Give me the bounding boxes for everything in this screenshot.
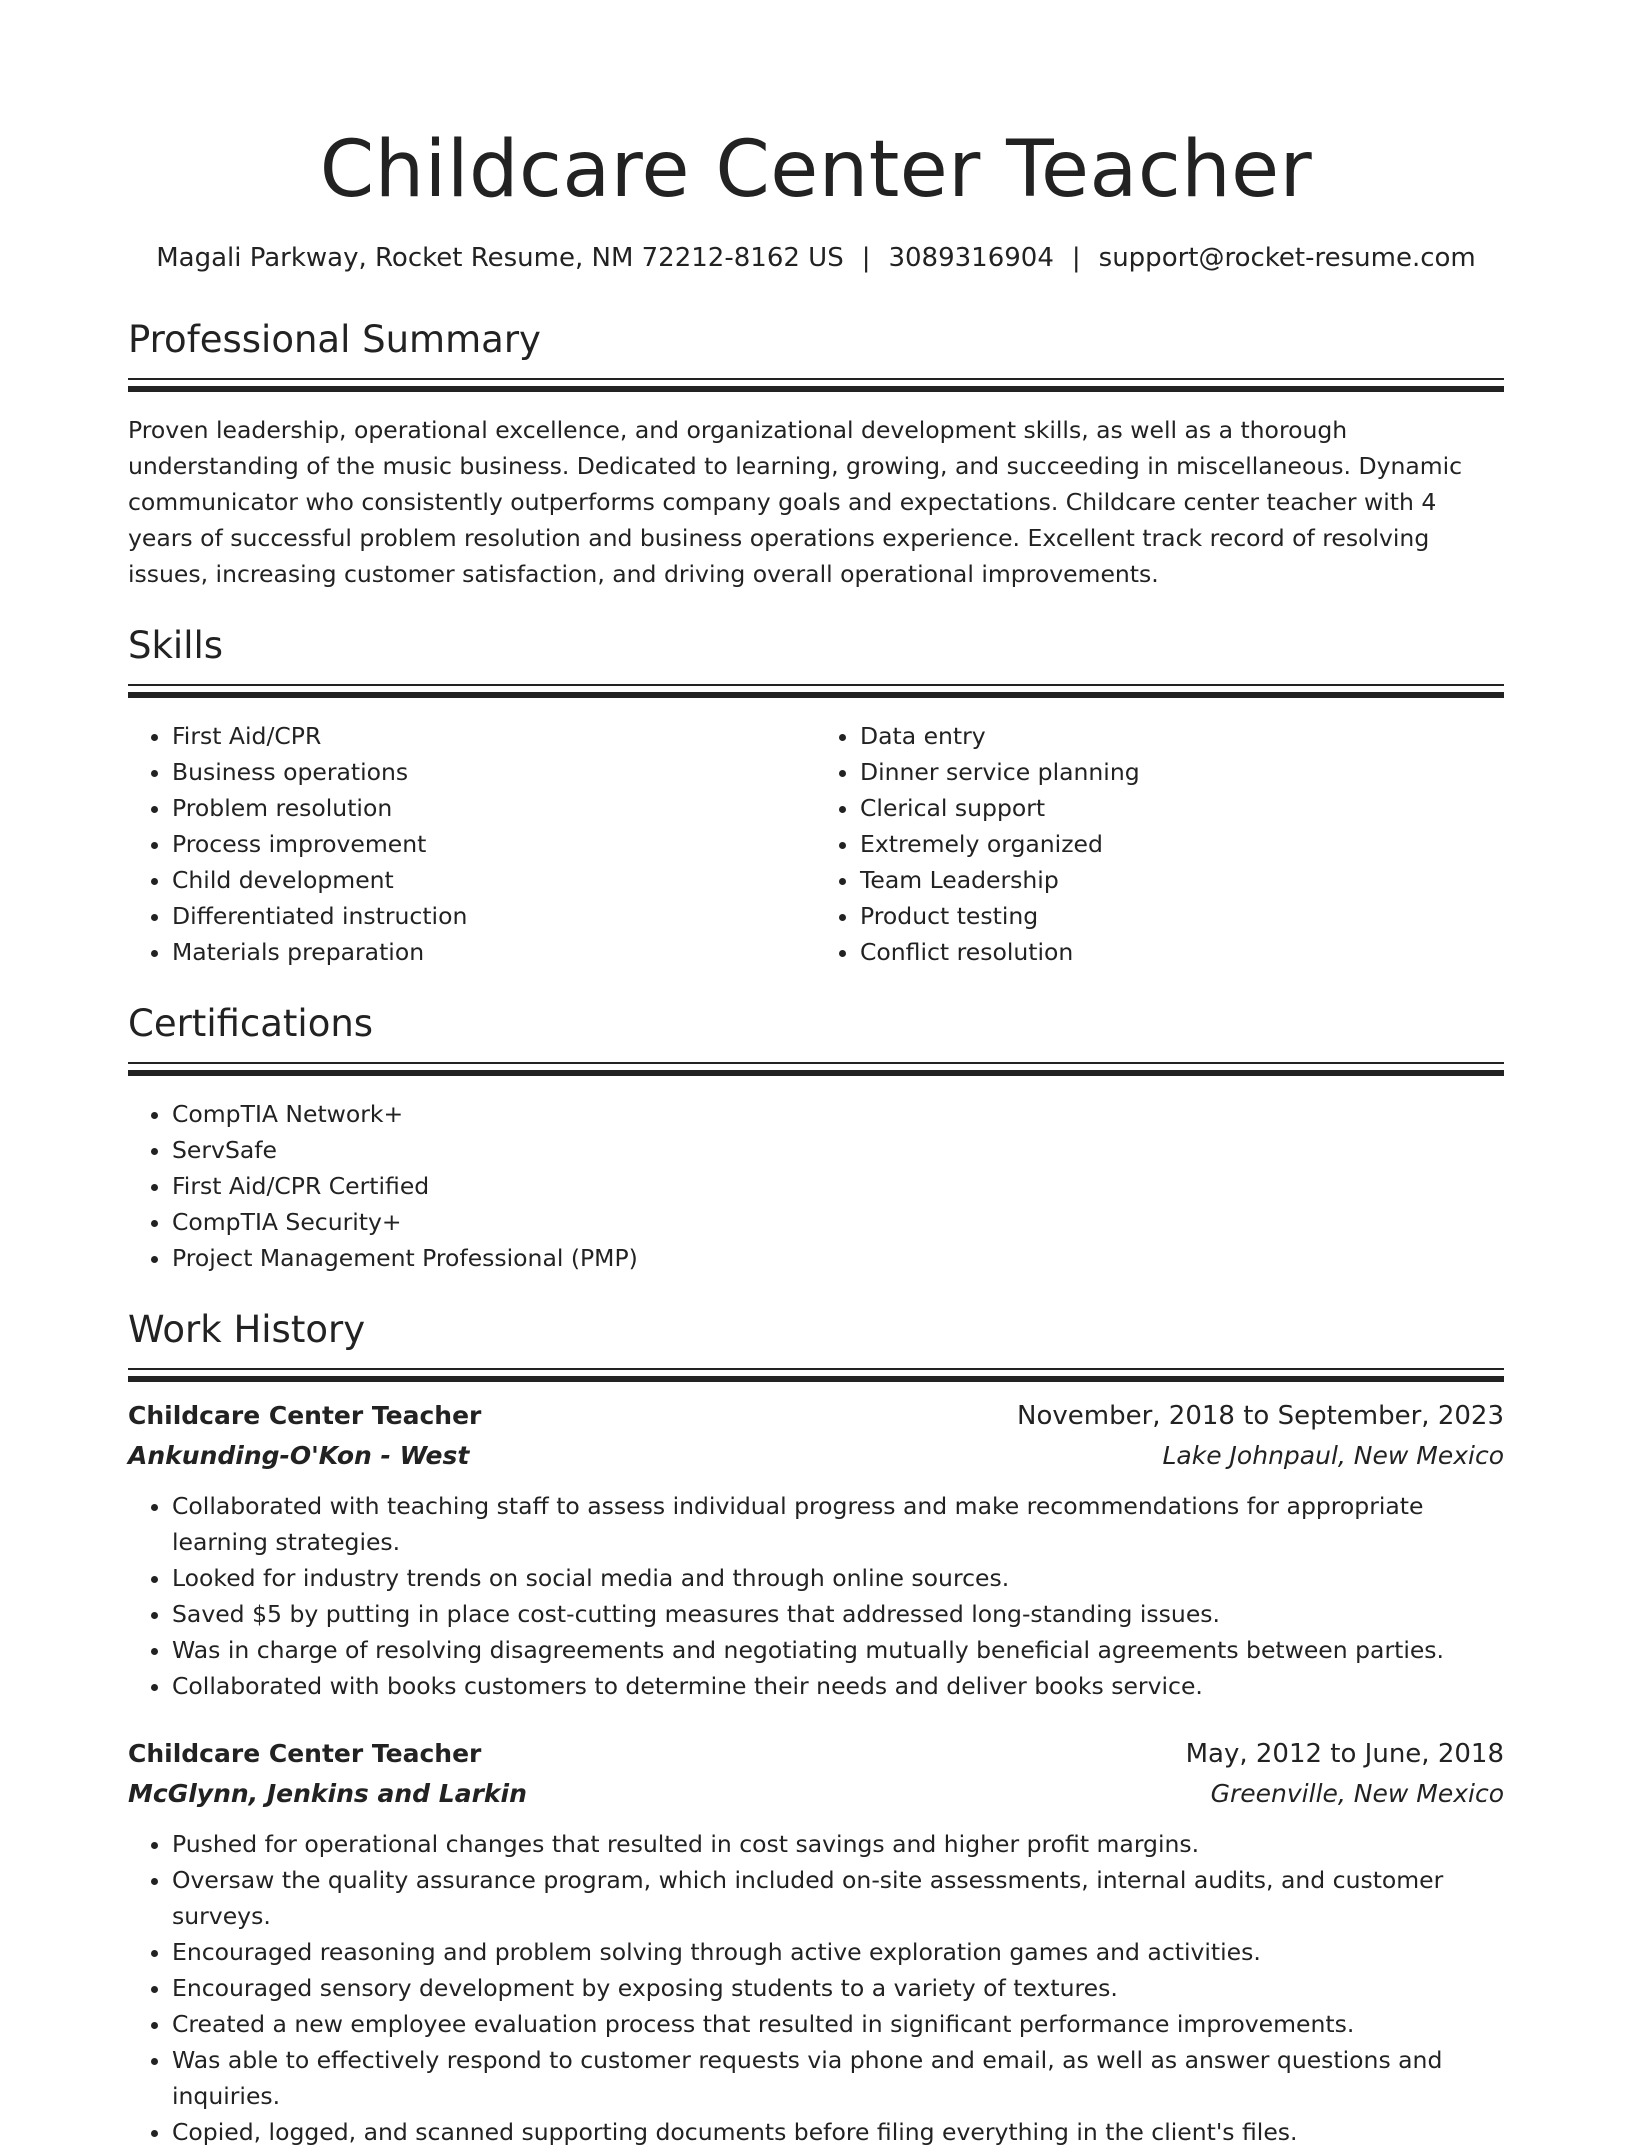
- job-dates: November, 2018 to September, 2023: [1017, 1401, 1504, 1431]
- skill-item: • Data entry: [860, 718, 1504, 754]
- job-bullet: • Encouraged sensory development by exposing students to a variety of textures.: [172, 1970, 1504, 2006]
- job-location: Greenville, New Mexico: [1210, 1779, 1504, 1808]
- section-title-certifications: Certifications: [128, 1002, 374, 1045]
- job-company: Ankunding-O'Kon - West: [128, 1441, 470, 1470]
- skill-item: • Extremely organized: [860, 826, 1504, 862]
- section-rule: [128, 1368, 1504, 1382]
- skill-item: • Clerical support: [860, 790, 1504, 826]
- section-rule: [128, 684, 1504, 698]
- job-company: McGlynn, Jenkins and Larkin: [128, 1779, 527, 1808]
- job-bullet: • Was able to effectively respond to customer requests via phone and email, as well as answer questions and inquiries.: [172, 2042, 1504, 2114]
- skill-item: • First Aid/CPR: [172, 718, 816, 754]
- job-location: Lake Johnpaul, New Mexico: [1162, 1441, 1504, 1470]
- job-bullet: • Created a new employee evaluation process that resulted in significant performance improvements.: [172, 2006, 1504, 2042]
- resume-name: Childcare Center Teacher: [319, 125, 1313, 215]
- job-entry: [128, 1734, 1504, 2150]
- section-rule: [128, 378, 1504, 392]
- skill-item: • Business operations: [172, 754, 816, 790]
- job-bullet: • Oversaw the quality assurance program, which included on-site assessments, internal audits, and customer surveys.: [172, 1862, 1504, 1934]
- skill-item: • Product testing: [860, 898, 1504, 934]
- skill-item: • Materials preparation: [172, 934, 816, 970]
- skills-section: [128, 622, 1504, 970]
- work-history-section: [128, 1306, 1504, 2150]
- job-bullet: • Pushed for operational changes that resulted in cost savings and higher profit margins.: [172, 1826, 1504, 1862]
- section-title-work-history: Work History: [128, 1308, 366, 1351]
- job-bullet: • Was in charge of resolving disagreements and negotiating mutually beneficial agreements between parties.: [172, 1632, 1504, 1668]
- job-entry: [128, 1396, 1504, 1704]
- job-dates: May, 2012 to June, 2018: [1185, 1739, 1504, 1769]
- certification-item: • CompTIA Network+: [172, 1096, 1504, 1132]
- skills-columns: [128, 718, 1504, 970]
- skill-item: • Team Leadership: [860, 862, 1504, 898]
- job-title: Childcare Center Teacher: [128, 1401, 482, 1430]
- skill-item: • Problem resolution: [172, 790, 816, 826]
- summary-text: Proven leadership, operational excellence, and organizational development skills, as well as a thorough understanding of the music business. Dedicated to learning, growing, and succeeding in miscellaneous. Dynamic communicator who consistently outperforms company goals and expectations. Childcare center teacher with 4 years of successful problem resolution and business operations experience. Excellent track record of resolving issues, increasing customer satisfaction, and driving overall operational improvements.: [128, 416, 1463, 588]
- contact-line: [128, 240, 1504, 276]
- skill-item: • Conflict resolution: [860, 934, 1504, 970]
- skill-item: • Dinner service planning: [860, 754, 1504, 790]
- job-bullets: [128, 1826, 1504, 2150]
- section-title-summary: Professional Summary: [128, 318, 541, 361]
- section-rule: [128, 1062, 1504, 1076]
- skill-item: • Child development: [172, 862, 816, 898]
- certifications-section: [128, 1000, 1504, 1276]
- job-bullet: • Encouraged reasoning and problem solving through active exploration games and activities.: [172, 1934, 1504, 1970]
- job-bullet: • Copied, logged, and scanned supporting documents before filing everything in the client's files.: [172, 2114, 1504, 2150]
- skill-item: • Process improvement: [172, 826, 816, 862]
- job-title: Childcare Center Teacher: [128, 1739, 482, 1768]
- certification-item: • CompTIA Security+: [172, 1204, 1504, 1240]
- contact-separator: |: [1071, 243, 1081, 273]
- job-bullet: • Saved $5 by putting in place cost-cutting measures that addressed long-standing issues.: [172, 1596, 1504, 1632]
- job-bullets: [128, 1488, 1504, 1704]
- certifications-list: [128, 1096, 1504, 1276]
- contact-email: support@rocket-resume.com: [1098, 243, 1476, 273]
- skill-item: • Differentiated instruction: [172, 898, 816, 934]
- summary-section: [128, 316, 1504, 592]
- skills-list-left: [128, 718, 816, 970]
- contact-address: Magali Parkway, Rocket Resume, NM 72212-8162 US: [156, 243, 844, 273]
- certification-item: • Project Management Professional (PMP): [172, 1240, 1504, 1276]
- job-bullet: • Collaborated with books customers to determine their needs and deliver books service.: [172, 1668, 1504, 1704]
- certification-item: • ServSafe: [172, 1132, 1504, 1168]
- job-bullet: • Looked for industry trends on social media and through online sources.: [172, 1560, 1504, 1596]
- certification-item: • First Aid/CPR Certified: [172, 1168, 1504, 1204]
- job-bullet: • Collaborated with teaching staff to assess individual progress and make recommendations for appropriate learning strategies.: [172, 1488, 1504, 1560]
- skills-list-right: [816, 718, 1504, 970]
- contact-phone: 3089316904: [888, 243, 1054, 273]
- section-title-skills: Skills: [128, 624, 224, 667]
- contact-separator: |: [861, 243, 871, 273]
